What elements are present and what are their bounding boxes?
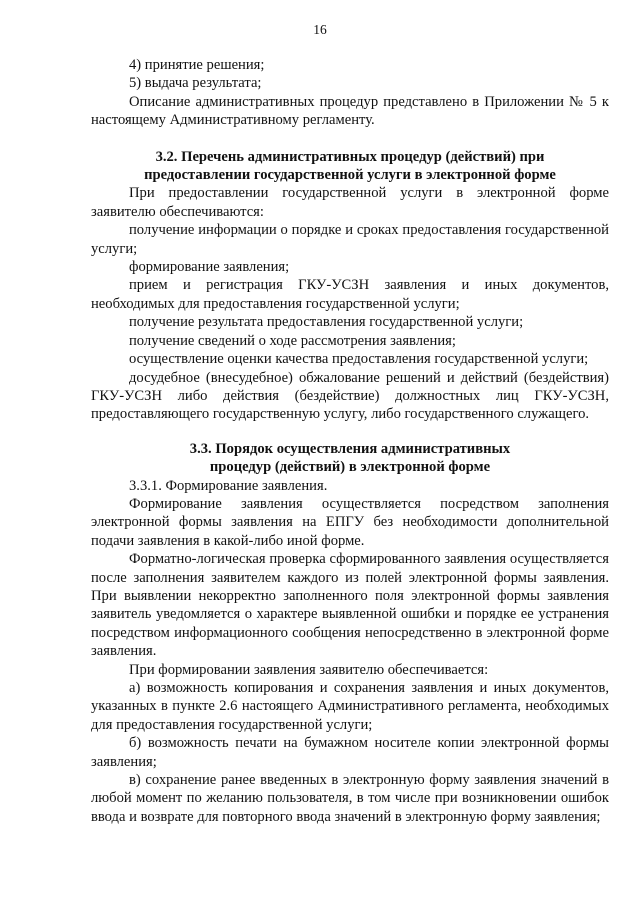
section-3-2-heading-line-1: 3.2. Перечень административных процедур (действий) при [155, 148, 545, 165]
section-3-2-paragraph-5: получение результата предоставления государственной услуги; [129, 314, 524, 331]
section-3-2-heading-line-2: предоставлении государственной услуги в электронной форме [144, 167, 556, 184]
paragraph-top-2: 5) выдача результата; [129, 75, 262, 92]
spacer [91, 424, 609, 440]
page-number: 16 [313, 22, 327, 37]
section-3-2-paragraph-1: При предоставлении государственной услуги в электронной форме заявителю обеспечиваются: [91, 185, 609, 220]
section-3-3-paragraph-3: Форматно-логическая проверка сформированного заявления осуществляется после заполнения заявителем каждого из полей электронной формы заявления. При выявлении некорректно заполненного поля электронной формы заявления заявитель уведомляется о характере выявленной ошибки и порядке ее устранения посредством информационного сообщения непосредственно в электронной форме заявления. [91, 551, 609, 660]
section-3-3-paragraph-4: При формировании заявления заявителю обеспечивается: [129, 661, 489, 678]
document-body [91, 56, 609, 826]
section-3-2-paragraph-8: досудебное (внесудебное) обжалование решений и действий (бездействия) ГКУ-УСЗН либо действия (бездействие) должностных лиц ГКУ-УСЗН, предоставляющего государственную услугу, либо государственного служащего. [91, 369, 609, 423]
section-3-3-paragraph-5: а) возможность копирования и сохранения заявления и иных документов, указанных в пункте 2.6 настоящего Административного регламента, необходимых для предоставления государственной услуги; [91, 680, 609, 733]
section-3-2-paragraph-3: формирование заявления; [129, 259, 290, 276]
spacer [91, 130, 609, 148]
section-3-3-paragraph-7: в) сохранение ранее введенных в электронную форму заявления значений в любой момент по желанию пользователя, в том числе при возникновении ошибок ввода и возврате для повторного ввода значений в электронную форму заявления; [91, 772, 609, 825]
section-3-3-heading-line-1: 3.3. Порядок осуществления административных [189, 440, 511, 457]
section-3-2-paragraph-6: получение сведений о ходе рассмотрения заявления; [129, 332, 456, 349]
section-3-3-paragraph-1: 3.3.1. Формирование заявления. [129, 477, 328, 494]
paragraph-top-1: 4) принятие решения; [129, 57, 265, 73]
section-3-3-paragraph-6: б) возможность печати на бумажном носителе копии электронной формы заявления; [91, 735, 609, 770]
section-3-2-paragraph-4: прием и регистрация ГКУ-УСЗН заявления и иных документов, необходимых для предоставления государственной услуги; [91, 277, 609, 312]
section-3-3-heading-line-2: процедур (действий) в электронной форме [209, 459, 491, 476]
section-3-3-paragraph-2: Формирование заявления осуществляется посредством заполнения электронной формы заявления на ЕПГУ без необходимости дополнительной подачи заявления в какой-либо иной форме. [91, 495, 609, 549]
section-3-2-paragraph-7: осуществление оценки качества предоставления государственной услуги; [129, 351, 589, 368]
paragraph-top-3: Описание административных процедур представлено в Приложении № 5 к настоящему Административному регламенту. [91, 93, 609, 129]
section-3-2-paragraph-2: получение информации о порядке и сроках предоставления государственной услуги; [91, 222, 609, 257]
